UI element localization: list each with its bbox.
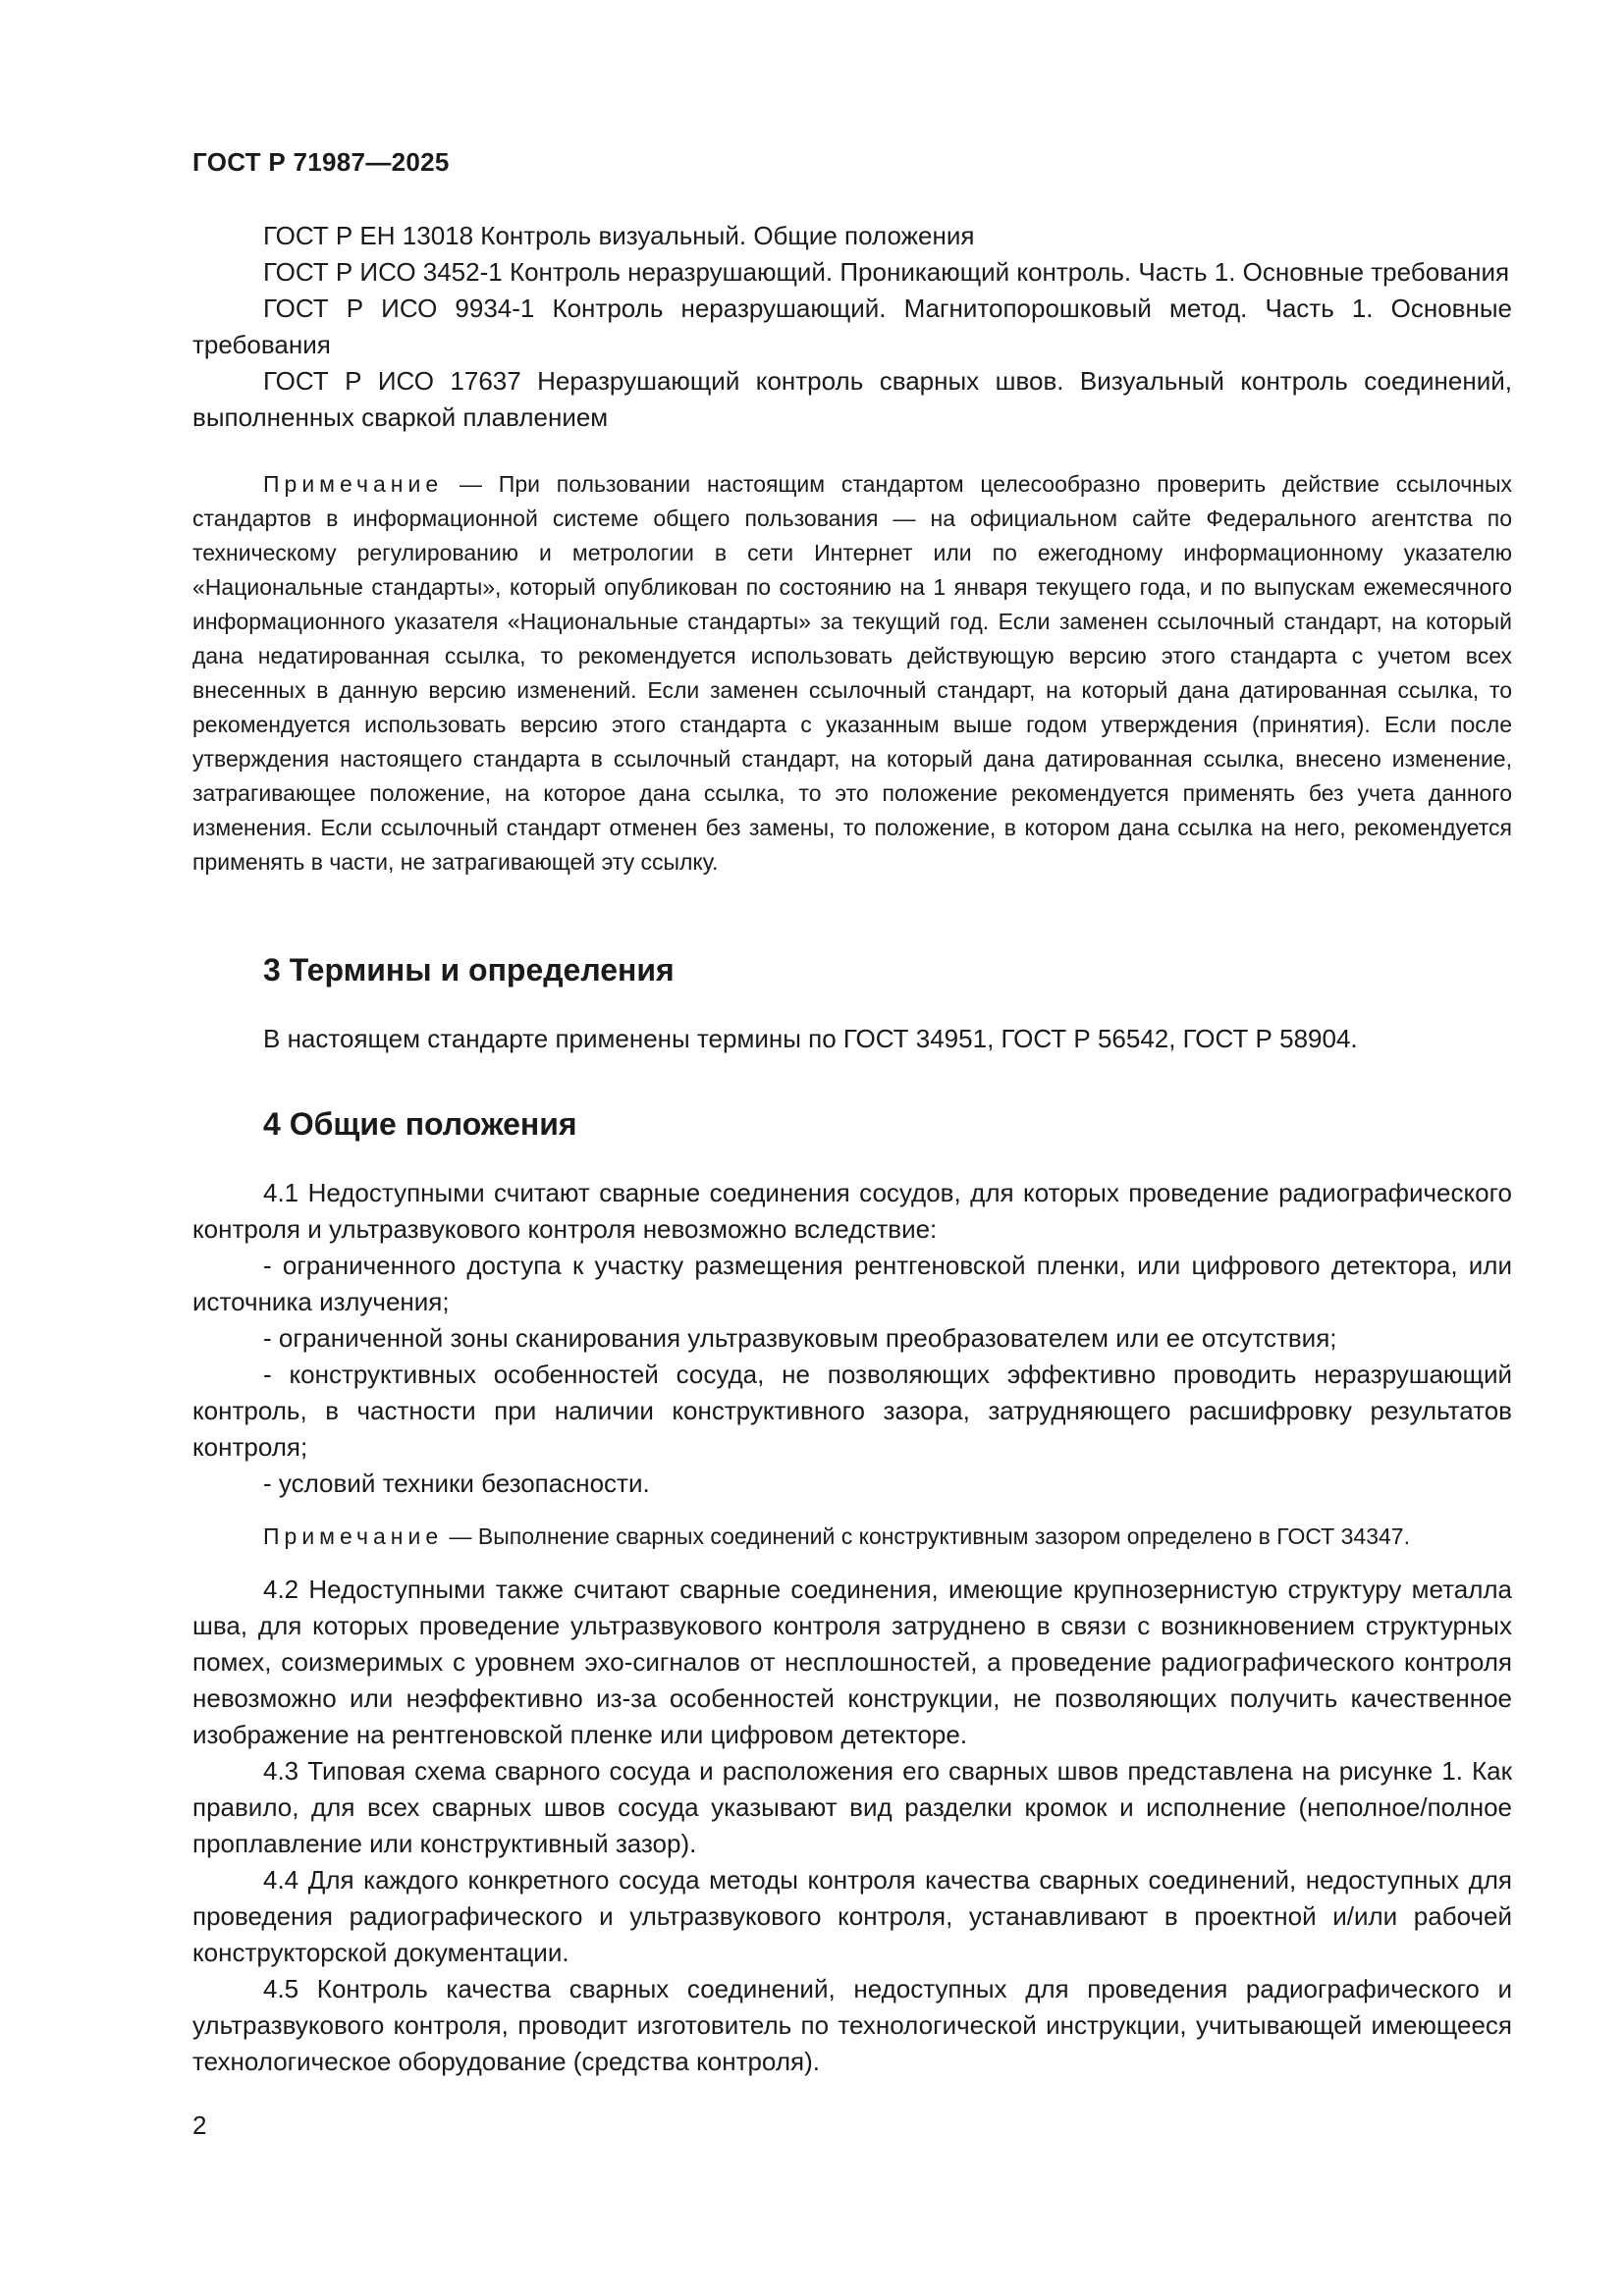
list-item: - ограниченного доступа к участку размещения рентгеновской пленки, или цифрового детектора, или источника излучения; bbox=[192, 1251, 1512, 1316]
page-number: 2 bbox=[192, 2110, 207, 2140]
clause-4-1: 4.1 Недоступными считают сварные соединения сосудов, для которых проведение радиографического контроля и ультразвукового контроля невозможно вследствие: bbox=[192, 1178, 1512, 1244]
list-item: - условий техники безопасности. bbox=[263, 1468, 650, 1498]
section-3-text: В настоящем стандарте применены термины по ГОСТ 34951, ГОСТ Р 56542, ГОСТ Р 58904. bbox=[263, 1024, 1358, 1053]
note-label: Примечание bbox=[263, 471, 444, 497]
section-4-note bbox=[192, 1520, 1512, 1554]
document-code-header: ГОСТ Р 71987—2025 bbox=[192, 147, 450, 177]
section-3-heading: 3 Термины и определения bbox=[263, 952, 675, 988]
clause-4-5: 4.5 Контроль качества сварных соединений, недоступных для проведения радиографического и ультразвукового контроля, проводит изготовитель по технологической инструкции, учитывающей имеющееся технологическое оборудование (средства контроля). bbox=[192, 1974, 1512, 2076]
reference-item: ГОСТ Р ИСО 17637 Неразрушающий контроль сварных швов. Визуальный контроль соединений, выполненных сваркой плавлением bbox=[192, 366, 1512, 432]
section-4-heading: 4 Общие положения bbox=[263, 1106, 577, 1142]
normative-references-list bbox=[192, 218, 1512, 436]
list-item: - конструктивных особенностей сосуда, не позволяющих эффективно проводить неразрушающий контроль, в частности при наличии конструктивного зазора, затрудняющего расшифровку результатов контроля; bbox=[192, 1360, 1512, 1462]
clause-4-2: 4.2 Недоступными также считают сварные соединения, имеющие крупнозернистую структуру металла шва, для которых проведение ультразвукового контроля затруднено в связи с возникновением структурных помех, соизмеримых с уровнем эхо-сигналов от несплошностей, а проведение радиографического контроля невозможно или неэффективно из-за особенностей конструкции, не позволяющих получить качественное изображение на рентгеновской пленке или цифровом детекторе. bbox=[192, 1575, 1512, 1749]
note-label: Примечание bbox=[263, 1523, 444, 1549]
reference-item: ГОСТ Р ИСО 3452-1 Контроль неразрушающий. Проникающий контроль. Часть 1. Основные требования bbox=[263, 257, 1510, 287]
list-item: - ограниченной зоны сканирования ультразвуковым преобразователем или ее отсутствия; bbox=[263, 1323, 1337, 1353]
reference-item: ГОСТ Р ЕН 13018 Контроль визуальный. Общие положения bbox=[263, 221, 975, 250]
page-content bbox=[192, 218, 1512, 2080]
clause-4-4: 4.4 Для каждого конкретного сосуда методы контроля качества сварных соединений, недоступных для проведения радиографического и ультразвукового контроля, устанавливают в проектной и/или рабочей конструкторской документации. bbox=[192, 1865, 1512, 1967]
clause-4-3: 4.3 Типовая схема сварного сосуда и расположения его сварных швов представлена на рисунке 1. Как правило, для всех сварных швов сосуда указывают вид разделки кромок и исполнение (неполное/полное проплавление или конструктивный зазор). bbox=[192, 1756, 1512, 1858]
references-note bbox=[192, 467, 1512, 880]
reference-item: ГОСТ Р ИСО 9934-1 Контроль неразрушающий. Магнитопорошковый метод. Часть 1. Основные требования bbox=[192, 294, 1512, 359]
note-text: — При пользовании настоящим стандартом целесообразно проверить действие ссылочных стандартов в информационной системе общего пользования — на официальном сайте Федерального агентства по техническому регулированию и метрологии в сети Интернет или по ежегодному информационному указателю «Национальные стандарты», который опубликован по состоянию на 1 января текущего года, и по выпускам ежемесячного информационного указателя «Национальные стандарты» за текущий год. Если заменен ссылочный стандарт, на который дана недатированная ссылка, то рекомендуется использовать действующую версию этого стандарта с учетом всех внесенных в данную версию изменений. Если заменен ссылочный стандарт, на который дана датированная ссылка, то рекомендуется использовать версию этого стандарта с указанным выше годом утверждения (принятия). Если после утверждения настоящего стандарта в ссылочный стандарт, на который дана датированная ссылка, внесено изменение, затрагивающее положение, на которое дана ссылка, то это положение рекомендуется применять без учета данного изменения. Если ссылочный стандарт отменен без замены, то положение, в котором дана ссылка на него, рекомендуется применять в части, не затрагивающей эту ссылку. bbox=[192, 471, 1512, 875]
note-text: — Выполнение сварных соединений с конструктивным зазором определено в ГОСТ 34347. bbox=[443, 1523, 1410, 1549]
